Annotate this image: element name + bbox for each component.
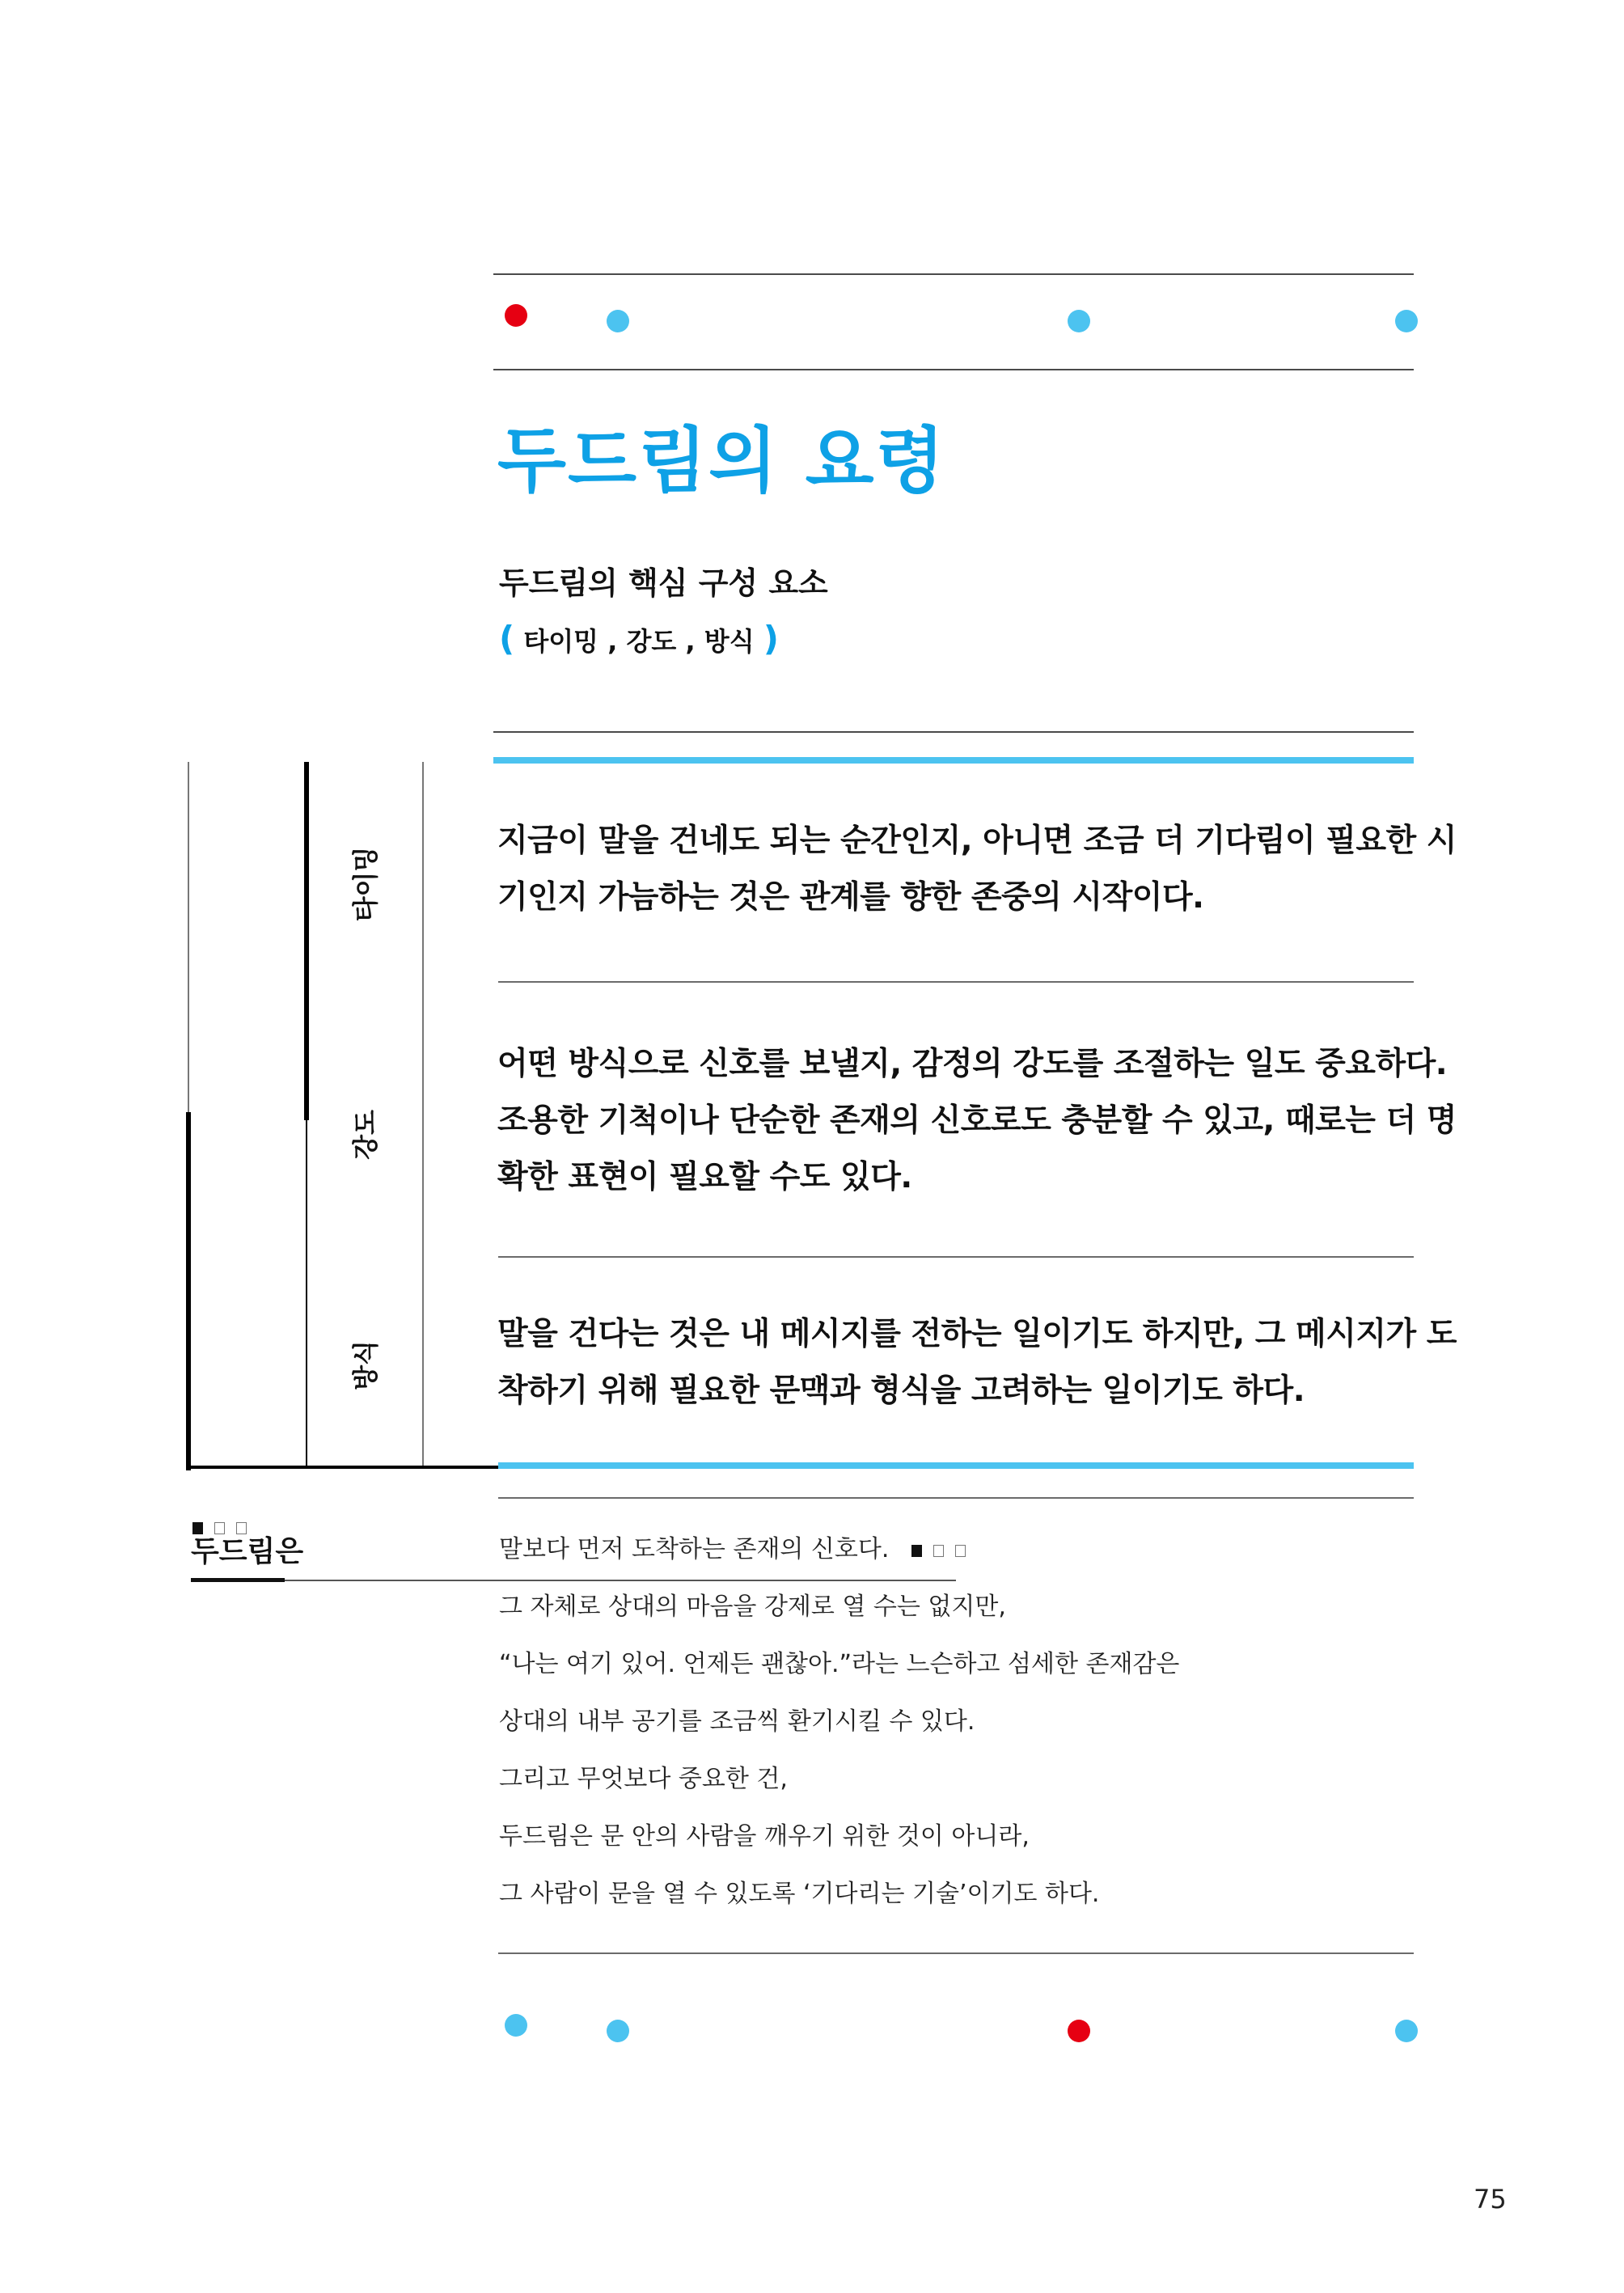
summary-line [499,1531,1179,1589]
section-divider [493,731,1414,733]
top-dot-red-icon [505,304,527,327]
top-rule-upper [493,273,1414,275]
paragraph-intensity [497,1036,1457,1206]
side-title-underline-thick [191,1578,285,1582]
summary-line: 그 자체로 상대의 마음을 강제로 열 수는 없지만, [499,1593,1006,1621]
top-dot-blue-icon [1068,310,1090,332]
empty-square-icon [955,1545,966,1557]
filled-square-icon [911,1545,922,1557]
bottom-dot-blue-icon [1395,2020,1418,2042]
paragraph-method [497,1306,1457,1419]
section-subtitle: 두드림의 핵심 구성 요소 [499,565,828,601]
summary-line: 그 사람이 문을 열 수 있도록 ‘기다리는 기술’이기도 하다. [499,1880,1100,1908]
summary-top-divider [498,1497,1414,1499]
section-bottom-bar [498,1462,1414,1469]
summary-line: 그리고 무엇보다 중요한 건, [499,1765,788,1793]
open-paren: ( [499,619,515,658]
paragraph-line: 어떤 방식으로 신호를 보낼지, 감정의 강도를 조절하는 일도 중요하다. [497,1046,1448,1082]
side-label-intensity: 강도 [350,1110,381,1160]
components-list [499,619,779,658]
empty-square-icon [933,1545,944,1557]
paragraph-line: 기인지 가늠하는 것은 관계를 향한 존중의 시작이다. [497,879,1204,916]
summary-body [499,1531,1179,1933]
paragraph-divider [498,981,1414,983]
bottom-dot-blue-icon [505,2014,527,2037]
page-title: 두드림의 요령 [497,419,946,502]
summary-line: 상대의 내부 공기를 조금씩 환기시킬 수 있다. [499,1707,975,1736]
page-number: 75 [1474,2184,1507,2215]
timeline-line-inner-thin [422,762,424,1468]
summary-line: 두드림은 문 안의 사람을 깨우기 위한 것이 아니라, [499,1822,1030,1851]
timeline-line-mid-thin [306,1120,307,1468]
top-dot-blue-icon [1395,310,1418,332]
summary-side-title: 두드림은 [191,1535,304,1568]
timeline-line-outer-thin [188,762,189,1112]
timeline-baseline [186,1466,500,1469]
top-dot-blue-icon [607,310,629,332]
components-text: 타이밍 , 강도 , 방식 [523,626,755,657]
bottom-dot-blue-icon [607,2020,629,2042]
section-top-bar [493,757,1414,764]
paragraph-line: 지금이 말을 건네도 되는 순간인지, 아니면 조금 더 기다림이 필요한 시 [497,823,1457,859]
paragraph-divider [498,1256,1414,1258]
timeline-line-mid-thick [304,762,309,1120]
summary-bottom-divider [498,1952,1414,1954]
paragraph-line: 조용한 기척이나 단순한 존재의 신호로도 충분할 수 있고, 때로는 더 명 [497,1102,1457,1139]
paragraph-line: 확한 표현이 필요할 수도 있다. [497,1159,912,1195]
top-rule-lower [493,369,1414,370]
side-label-method: 방식 [350,1340,381,1390]
summary-line: “나는 여기 있어. 언제든 괜찮아.”라는 느슨하고 섬세한 존재감은 [499,1650,1180,1678]
paragraph-timing [497,813,1457,926]
timeline-line-outer-thick [186,1112,191,1470]
summary-line-text: 말보다 먼저 도착하는 존재의 신호다. [499,1535,890,1563]
paragraph-line: 말을 건다는 것은 내 메시지를 전하는 일이기도 하지만, 그 메시지가 도 [497,1316,1457,1352]
bottom-dot-red-icon [1068,2020,1090,2042]
inline-bullets [911,1540,977,1559]
close-paren: ) [763,619,779,658]
paragraph-line: 착하기 위해 필요한 문맥과 형식을 고려하는 일이기도 하다. [497,1373,1305,1409]
side-label-timing: 타이밍 [350,846,381,922]
